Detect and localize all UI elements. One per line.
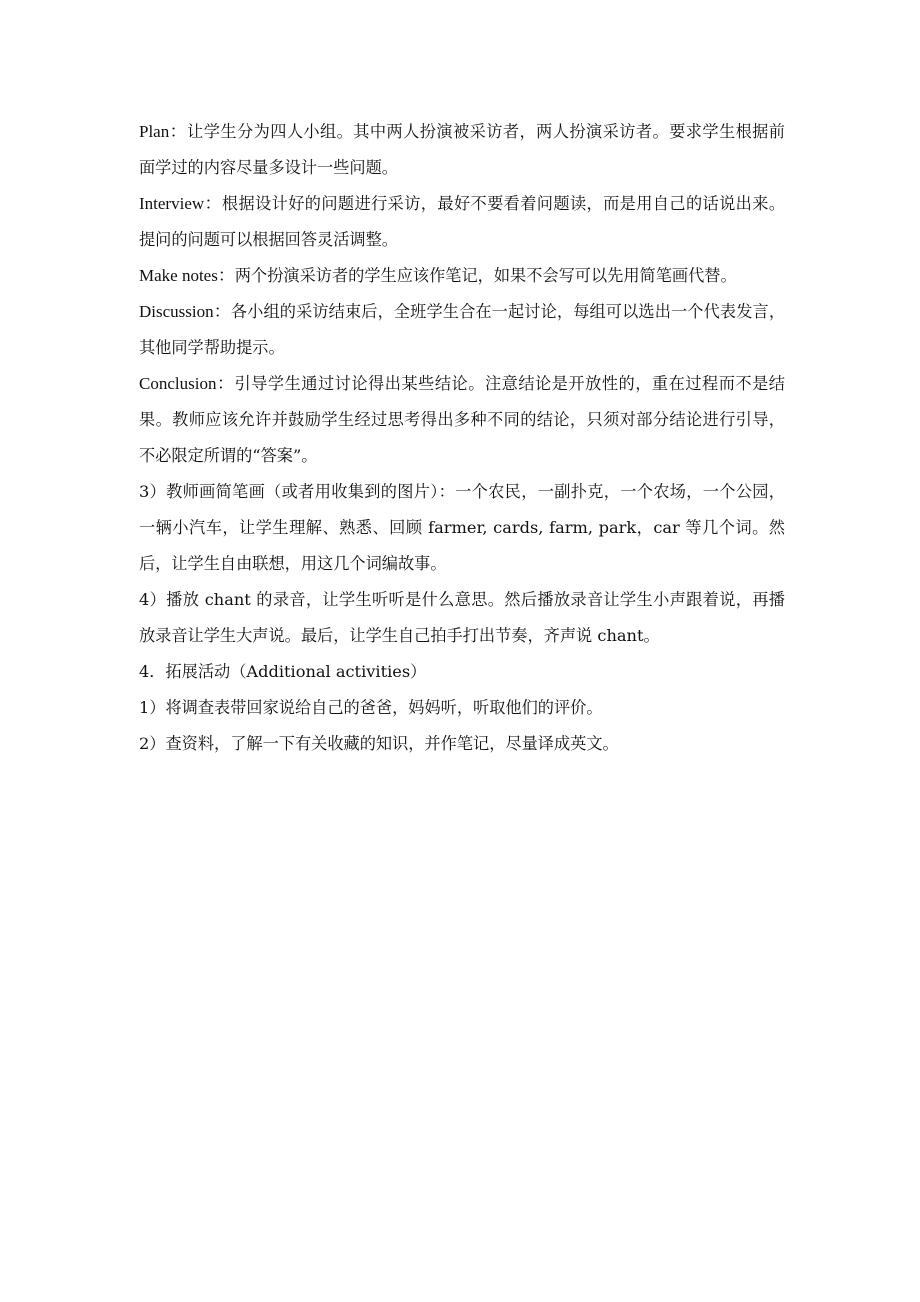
- paragraph-conclusion: [139, 366, 785, 474]
- paragraph-make-notes: [139, 258, 785, 294]
- term-label: Plan：: [139, 122, 188, 141]
- paragraph-step-4: [139, 582, 785, 654]
- paragraph-text: 根据设计好的问题进行采访，最好不要看着问题读，而是用自己的话说出来。提问的问题可以根据回答灵活调整。: [139, 194, 786, 249]
- paragraph-text: 让学生分为四人小组。其中两人扮演被采访者，两人扮演采访者。要求学生根据前面学过的内容尽量多设计一些问题。: [139, 122, 785, 177]
- section-heading-additional-activities: [139, 654, 785, 690]
- term-label: Discussion：: [139, 302, 231, 321]
- paragraph-activity-1: [139, 690, 785, 726]
- heading-text: 4．拓展活动（Additional activities）: [139, 662, 427, 681]
- document-page: [139, 114, 785, 762]
- paragraph-text: 1）将调查表带回家说给自己的爸爸，妈妈听，听取他们的评价。: [139, 698, 603, 717]
- term-label: Make notes：: [139, 266, 235, 285]
- term-label: Interview：: [139, 194, 222, 213]
- term-label: Conclusion：: [139, 374, 235, 393]
- paragraph-text: 两个扮演采访者的学生应该作笔记，如果不会写可以先用简笔画代替。: [234, 266, 737, 285]
- paragraph-activity-2: [139, 726, 785, 762]
- paragraph-text: 4）播放 chant 的录音，让学生听听是什么意思。然后播放录音让学生小声跟着说，再播放录音让学生大声说。最后，让学生自己拍手打出节奏，齐声说 chant。: [139, 590, 785, 645]
- paragraph-discussion: [139, 294, 785, 366]
- paragraph-text: 2）查资料，了解一下有关收藏的知识，并作笔记，尽量译成英文。: [139, 734, 619, 753]
- paragraph-interview: [139, 186, 785, 258]
- paragraph-text: 3）教师画简笔画（或者用收集到的图片）：一个农民，一副扑克，一个农场，一个公园，一辆小汽车，让学生理解、熟悉、回顾 farmer, cards, farm, park，car 等几个词。然后，让学生自由联想，用这几个词编故事。: [139, 482, 785, 573]
- paragraph-plan: [139, 114, 785, 186]
- paragraph-text: 各小组的采访结束后，全班学生合在一起讨论，每组可以选出一个代表发言，其他同学帮助提示。: [139, 302, 786, 357]
- paragraph-text: 引导学生通过讨论得出某些结论。注意结论是开放性的，重在过程而不是结果。教师应该允许并鼓励学生经过思考得出多种不同的结论，只须对部分结论进行引导，不必限定所谓的“答案”。: [139, 374, 785, 465]
- paragraph-step-3: [139, 474, 785, 582]
